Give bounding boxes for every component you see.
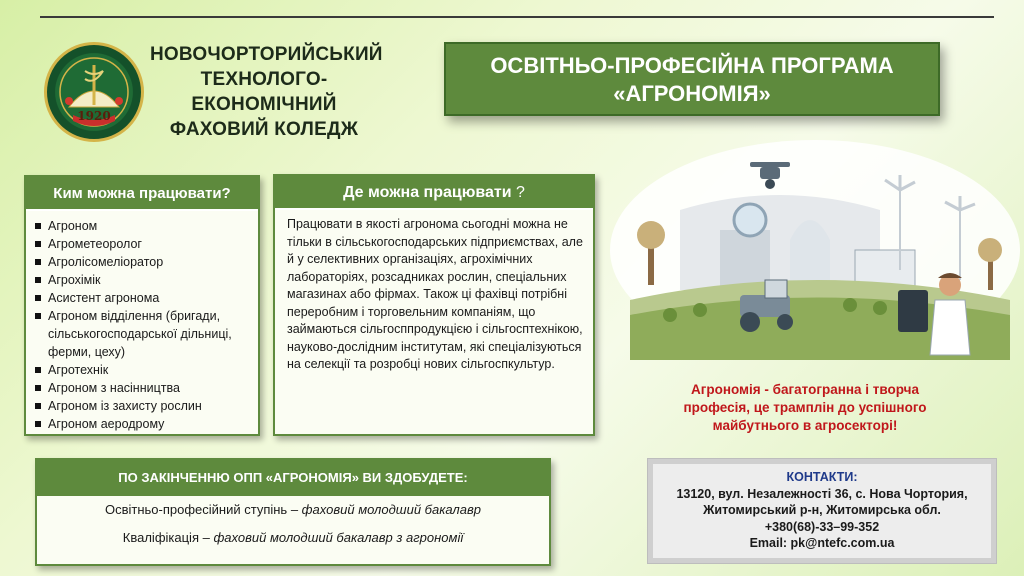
list-item: Агрохімік bbox=[34, 271, 254, 289]
list-item: Агроном з насінництва bbox=[34, 379, 254, 397]
list-item: Агролісомеліоратор bbox=[34, 253, 254, 271]
program-title-line2: «АГРОНОМІЯ» bbox=[613, 81, 771, 106]
contacts-heading: КОНТАКТИ: bbox=[786, 470, 858, 484]
program-title-banner bbox=[444, 42, 940, 116]
where-to-work-panel bbox=[273, 174, 595, 436]
who-can-work-panel bbox=[24, 175, 260, 436]
logo-year: 1920 bbox=[77, 109, 111, 123]
contacts-email[interactable]: Email: pk@ntefc.com.ua bbox=[749, 536, 895, 550]
agriculture-illustration bbox=[600, 140, 1020, 370]
result-qualification: Кваліфікація – фаховий молодший бакалавр з агрономії bbox=[122, 530, 464, 545]
where-text: Працювати в якості агронома сьогодні можна не тільки в сільськогосподарських підприємствах, але й у селективних організаціях, агрохімічних лабораторіях, розсадниках рослин, спеціальних магазинах або фірмах. Також ці фахівці потрібні переробним і торговельним компаніям, що займаються сільгосппродукцією і сільгосптехнікою, науково-дослідним інститутам, які спеціалізуються на селекції та розробці нових сільгоспкультур. bbox=[287, 217, 583, 371]
program-title-line1: ОСВІТНЬО-ПРОФЕСІЙНА ПРОГРАМА bbox=[490, 53, 894, 78]
contacts-phone[interactable]: +380(68)-33–99-352 bbox=[764, 519, 880, 534]
contacts-address-line2: Житомирський р-н, Житомирська обл. bbox=[703, 503, 941, 517]
list-item: Агротехнік bbox=[34, 361, 254, 379]
result-degree: Освітньо-професійний ступінь – фаховий молодший бакалавр bbox=[104, 502, 482, 517]
smart-farm-icon bbox=[600, 140, 1020, 370]
job-list bbox=[26, 211, 258, 433]
slogan: Агрономія - багатогранна і творча професія, це трамплін до успішного майбутнього в агросекторі! bbox=[683, 382, 927, 433]
list-item: Агроном bbox=[34, 217, 254, 235]
top-divider bbox=[40, 16, 994, 18]
list-item: Асистент агронома bbox=[34, 289, 254, 307]
list-item: Агроном аеродрому bbox=[34, 415, 254, 433]
who-heading: Ким можна працювати? bbox=[26, 177, 258, 211]
result-heading: ПО ЗАКІНЧЕННЮ ОПП «АГРОНОМІЯ» ВИ ЗДОБУДЕТЕ: bbox=[37, 460, 549, 496]
emblem-icon bbox=[47, 45, 144, 142]
list-item: Агроном відділення (бригади, сільськогосподарської дільниці, ферми, цеху) bbox=[34, 307, 254, 361]
contacts-panel bbox=[648, 459, 996, 563]
contacts-address-line1: 13120, вул. Незалежності 36, с. Нова Чортория, bbox=[676, 486, 968, 501]
college-logo bbox=[44, 42, 144, 142]
list-item: Агрометеоролог bbox=[34, 235, 254, 253]
list-item: Агроном із захисту рослин bbox=[34, 397, 254, 415]
where-heading: Де можна працювати ? bbox=[275, 176, 593, 210]
graduation-result-panel bbox=[35, 458, 551, 566]
college-name: НОВОЧОРТОРИЙСЬКИЙ ТЕХНОЛОГО- ЕКОНОМІЧНИЙ ФАХОВИЙ КОЛЕДЖ bbox=[150, 44, 383, 140]
